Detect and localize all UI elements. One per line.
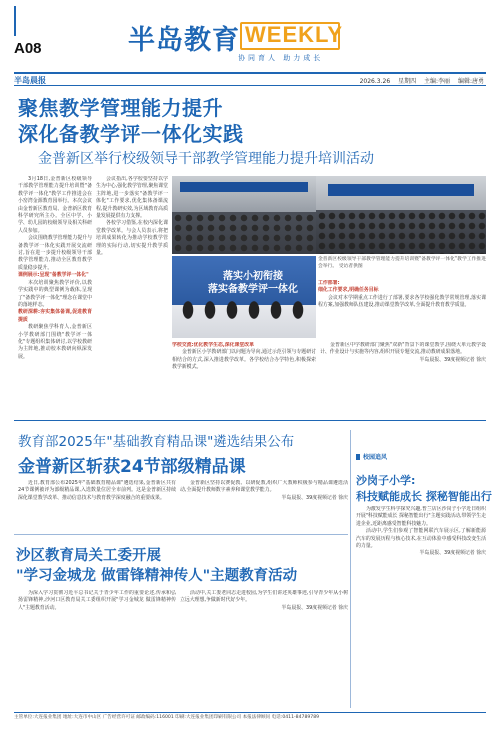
meeting-photo-left xyxy=(172,176,316,254)
article3-paragraph: 为深入学习贯彻习近平总书记关于青少年工作的重要论述,传承和弘扬雷锋精神,沙河口区教育局关工委组织开展"学习金城龙 做雷锋精神传人"主题教育活动。 xyxy=(18,590,176,611)
forum-panelists xyxy=(178,300,310,330)
article1-paragraph: 会议对本学期重点工作进行了部署,要求各学校强化教学常规管理,落实课程方案,加强教师队伍建设,推动课堂教学改革,全面提升教育教学质量。 xyxy=(318,294,486,309)
section-slogan: 协同育人 助力成长 xyxy=(238,54,324,62)
sidebar-paragraph: 活动中,学生们参观了智能网联汽车展示区,了解新能源汽车的发展历程与核心技术,在互动体验中感受科技改变生活的力量。 xyxy=(356,528,486,550)
article3-byline: 半岛晨报、39度视频记者 徐庆 xyxy=(281,604,348,611)
article1-subheadline: 金普新区举行校级领导干部教学管理能力提升培训活动 xyxy=(38,151,374,167)
meeting-photo-right xyxy=(316,176,486,254)
stage-banner xyxy=(328,184,474,196)
column-rule xyxy=(350,430,351,708)
issue-weekday: 星期四 xyxy=(398,78,417,85)
article1-paragraph: 金普新区小学教研部门以问题为导向,通过示范引领与专题研讨相结合的方式,深入推进教学改革。各学校结合办学特色,积极探索教学新模式。 xyxy=(172,349,316,371)
article1-paragraph: 会议围绕教学管理能力提升与备教学评一体化实践开展交流研讨,旨在进一步提升校级领导干部教学管理能力,推动全区教育教学质量稳步提升。 xyxy=(18,235,92,271)
article3-headline-line1: 沙区教育局关工委开展 xyxy=(16,548,161,564)
issue-date: 2026.3.26 xyxy=(359,78,391,85)
article1-section-heading: 课例展示:呈现"备教学评一体化" xyxy=(18,272,89,279)
sidebar-tag: 校园追风 xyxy=(356,452,387,461)
article2-headline: 金普新区斩获24节部级精品课 xyxy=(18,457,246,477)
stage-banner xyxy=(180,182,308,192)
masthead xyxy=(0,0,500,70)
article3-column2 xyxy=(180,590,348,708)
article1-right-column xyxy=(318,280,486,342)
weekly-label: WEEKLY xyxy=(245,22,344,47)
article1-byline: 半岛晨报、39度视频记者 徐庆 xyxy=(419,356,486,363)
article3-headline-line2: "学习金城龙 做雷锋精神传人"主题教育活动 xyxy=(16,568,298,584)
paper-name: 半岛晨报 xyxy=(14,75,46,85)
article2-byline: 半岛晨报、39度视频记者 徐庆 xyxy=(281,494,348,501)
article1-column2 xyxy=(96,176,168,412)
audience xyxy=(316,210,486,254)
section-logo: 半岛教育 xyxy=(128,25,240,56)
article3-column1 xyxy=(18,590,176,708)
article1-lead: 3月18日,金普新区校级领导干部教学管理能力提升培训暨"备教学评一体化"教学工作推进会在小窑湾金源教育园举行。本次会议由金普新区教育局、金普新区教育科学研究所主办。全区中学、小学、幼儿园的校级领导及相关科研人员参加。 xyxy=(18,176,92,234)
issue-meta xyxy=(354,76,484,85)
article1-paragraph: 本次培训聚焦教学评价,以教学实践中的典型课例为载体,呈现了"备教学评一体化"理念在课堂中的落地样态。 xyxy=(18,279,92,308)
article1-section-heading: 工作部署: xyxy=(318,280,340,286)
chief-editor: 主编:李丽 xyxy=(424,78,451,85)
article1-paragraph: 金普新区中学教研部门聚焦"双新"背景下的课堂教学,围绕大单元教学设计、作业设计与实施等内容,组织开展专题交流,推动教研成果落地。 xyxy=(320,342,486,356)
audience xyxy=(172,212,316,254)
sidebar-paragraph: 为激发学生科学探究兴趣,普兰店区沙岗子小学近日组织开展"科技赋能成长 探秘智能出行"主题实践活动,带领学生走进企业,近距离感受智能科技魅力。 xyxy=(356,506,486,527)
article1-section-heading: 学校交流:优化教学生态,深化课堂改革 xyxy=(172,342,255,348)
article2-column2 xyxy=(180,480,348,530)
article1-column1 xyxy=(18,176,92,412)
forum-photo xyxy=(172,256,316,338)
section-divider xyxy=(14,534,348,535)
article3-paragraph: 活动中,关工委老同志走进校园,为学生们讲述英雄事迹,引导青少年从小树立远大理想,争做新时代好少年。 xyxy=(180,590,348,604)
article2-column1 xyxy=(18,480,176,530)
page-number: A08 xyxy=(14,40,42,57)
article1-middle-column xyxy=(172,342,316,412)
photo-caption: 金普新区校级领导干部教学管理能力提升培训暨"备教学评一体化"教学工作推进会举行。 受访者供图 xyxy=(318,257,486,269)
article1-paragraph: 会议指出,各学校要坚持以学生为中心,强化教学管理,聚焦课堂主阵地,进一步落实"备教学评一体化"工作要求,优化集体备课流程,提升教研实效,为区域教育高质量发展提供有力支撑。 xyxy=(96,176,168,220)
forum-screen-line1: 落实小初衔接 xyxy=(223,271,283,282)
section-divider xyxy=(14,420,486,421)
layout-editor: 编辑:唐勇 xyxy=(457,78,484,85)
article2-kicker: 教育部2025年"基础教育精品课"遴选结果公布 xyxy=(18,434,295,450)
forum-screen-text xyxy=(208,270,298,296)
article1-section-subheading: 细化工作要求,明确任务目标 xyxy=(318,287,379,294)
masthead-rule xyxy=(14,6,22,36)
sidebar-byline: 半岛晨报、39度视频记者 徐庆 xyxy=(419,550,486,557)
article1-section-heading: 教研深耕:夯实集体备课,促进教育提质 xyxy=(18,309,92,323)
article2-paragraph: 金普新区坚持以赛促教、以研促教,组织广大教师积极参与精品课遴选活动,全面提升教师数字素养和课堂教学能力。 xyxy=(180,480,348,494)
article1-right-lower-column xyxy=(320,342,486,412)
article2-paragraph: 近日,教育部公布2025年"基础教育精品课"遴选结果,金普新区共有24节课例被评为部级精品课,入选数量位居全市前列。这是金普新区持续深化课堂教学改革、推动信息技术与教育教学深度融合的重要成果。 xyxy=(18,480,176,501)
info-bar xyxy=(14,72,486,86)
page-footer: 主管单位:大连报业集团 地址:大连市中山区 广告经营许可证 邮政编码:116001 印刷:大连报业集团印刷有限公司 本报法律顾问 电话:0411-84789789 xyxy=(14,712,486,726)
sidebar-headline-line2: 科技赋能成长 探秘智能出行 xyxy=(356,490,492,503)
sidebar-headline-line1: 沙岗子小学: xyxy=(356,474,416,487)
article1-paragraph: 教研聚焦学科育人,金普新区小学教研部门围绕"教学评一体化"专题组织集体研讨,以学校教研为主阵地,推动校本教研向纵深发展。 xyxy=(18,324,92,360)
article1-paragraph: 各校学习借鉴,在校内深化课堂教学改革。与会人员表示,将把培训成果转化为推动学校教学管理的实际行动,切实提升教学质量。 xyxy=(96,220,168,257)
sidebar-column xyxy=(356,506,486,708)
forum-screen-line2: 落实备教学评一体化 xyxy=(208,284,298,295)
article1-headline-line1: 聚焦教学管理能力提升 xyxy=(18,96,223,120)
article1-headline-line2: 深化备教学评一体化实践 xyxy=(18,122,244,146)
